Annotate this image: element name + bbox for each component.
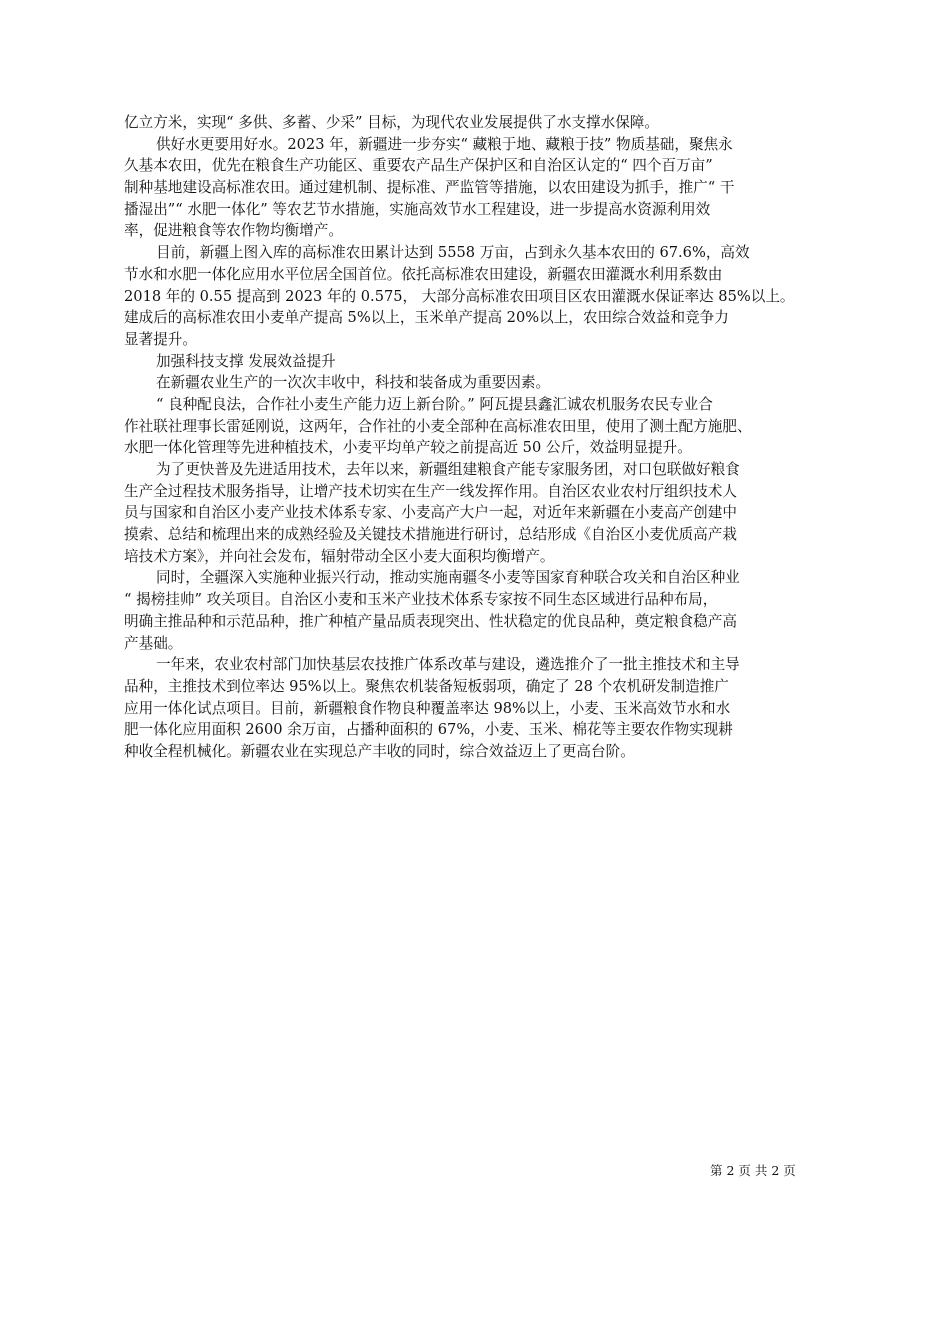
paragraph-start-line: 为了更快普及先进适用技术，去年以来，新疆组建粮食产能专家服务团，对口包联做好粮食 xyxy=(156,461,740,478)
text-line: 品种，主推技术到位率达 95%以上。聚焦农机装备短板弱项，确定了 28 个农机研发制造推广 xyxy=(124,677,729,695)
text-line: 率，促进粮食等农作物均衡增产。 xyxy=(124,222,343,240)
text-line: 建成后的高标准农田小麦单产提高 5%以上，玉米单产提高 20%以上，农田综合效益和竞争力 xyxy=(124,309,729,327)
text-line: 生产全过程技术服务指导，让增产技术切实在生产一线发挥作用。自治区农业农村厅组织技术人 xyxy=(124,482,737,500)
page-number-footer: 第 2 页 共 2 页 xyxy=(710,1163,796,1178)
text-line: 水肥一体化管理等先进种植技术，小麦平均单产较之前提高近 50 公斤，效益明显提升。 xyxy=(124,439,692,457)
text-line: 应用一体化试点项目。目前，新疆粮食作物良种覆盖率达 98%以上，小麦、玉米高效节水和水 xyxy=(124,699,731,717)
paragraph-start-line: 一年来，农业农村部门加快基层农技推广体系改革与建设，遴选推介了一批主推技术和主导 xyxy=(156,656,740,674)
paragraph-start-line: 在新疆农业生产的一次次丰收中，科技和装备成为重要因素。 xyxy=(156,374,551,392)
text-line: 肥一体化应用面积 2600 余万亩，占播种面积的 67%，小麦、玉米、棉花等主要农作物实现耕 xyxy=(124,721,733,739)
paragraph-start-line: “ 良种配良法，合作社小麦生产能力迈上新台阶。” 阿瓦提县鑫汇诚农机服务农民专业合 xyxy=(156,395,713,413)
paragraph-start-line: 供好水更要用好水。2023 年，新疆进一步夯实“ 藏粮于地、藏粮于技” 物质基础，聚焦永 xyxy=(156,135,733,153)
text-line: 亿立方米，实现“ 多供、多蓄、少采” 目标，为现代农业发展提供了水支撑水保障。 xyxy=(124,114,659,131)
section-heading: 加强科技支撑 发展效益提升 xyxy=(156,352,336,370)
text-line: 播湿出”“ 水肥一体化” 等农艺节水措施，实施高效节水工程建设，进一步提高水资源利用效 xyxy=(124,200,711,218)
text-line: 节水和水肥一体化应用水平位居全国首位。依托高标准农田建设，新疆农田灌溉水利用系数由 xyxy=(124,265,723,283)
text-line: 显著提升。 xyxy=(124,330,197,348)
text-line: 明确主推品种和示范品种，推广种植产量品质表现突出、性状稳定的优良品种，奠定粮食稳产高 xyxy=(124,612,737,630)
text-line: 摸索、总结和梳理出来的成熟经验及关键技术措施进行研讨，总结形成《自治区小麦优质高产栽 xyxy=(124,526,737,544)
text-line: 久基本农田，优先在粮食生产功能区、重要农产品生产保护区和自治区认定的“ 四个百万亩” xyxy=(124,157,713,175)
paragraph-start-line: 同时，全疆深入实施种业振兴行动，推动实施南疆冬小麦等国家育种联合攻关和自治区种业 xyxy=(156,569,740,587)
article-body xyxy=(124,112,840,763)
text-line: 员与国家和自治区小麦产业技术体系专家、小麦高产大户一起，对近年来新疆在小麦高产创建中 xyxy=(124,504,737,522)
text-line: 培技术方案》，并向社会发布，辐射带动全区小麦大面积均衡增产。 xyxy=(124,547,555,565)
text-line: 2018 年的 0.55 提高到 2023 年的 0.575， 大部分高标准农田项目区农田灌溉水保证率达 85%以上。 xyxy=(124,287,795,305)
text-line: 制种基地建设高标准农田。通过建机制、提标准、严监管等措施，以农田建设为抓手，推广“ 干 xyxy=(124,179,735,197)
text-line: 作社联社理事长雷延刚说，这两年，合作社的小麦全部种在高标准农田里，使用了测土配方施肥、 xyxy=(124,417,752,435)
text-line: “ 揭榜挂帅” 攻关项目。自治区小麦和玉米产业技术体系专家按不同生态区域进行品种布局， xyxy=(124,591,718,609)
text-line: 种收全程机械化。新疆农业在实现总产丰收的同时，综合效益迈上了更高台阶。 xyxy=(124,742,635,760)
text-line: 产基础。 xyxy=(124,634,183,652)
paragraph-start-line: 目前，新疆上图入库的高标准农田累计达到 5558 万亩，占到永久基本农田的 67.6%，高效 xyxy=(156,244,750,262)
